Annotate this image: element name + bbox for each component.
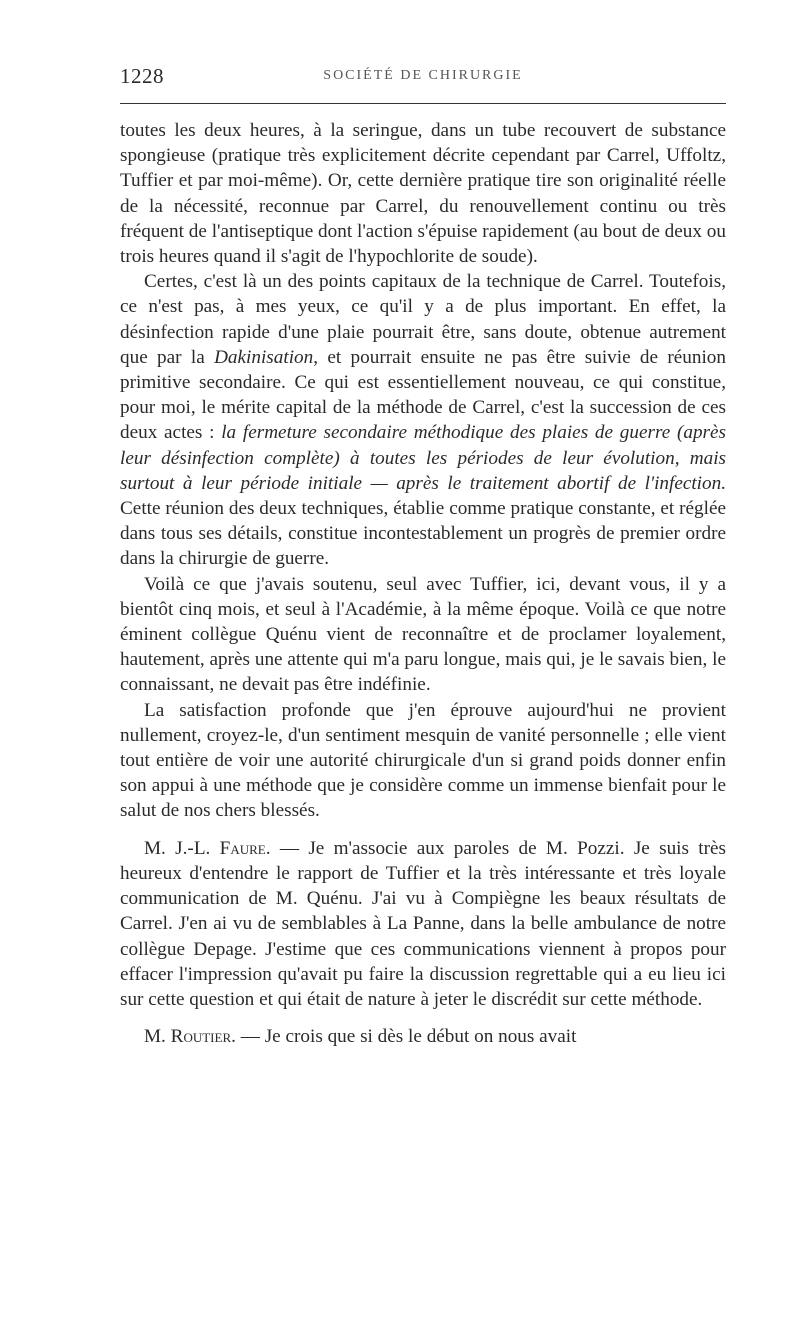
paragraph-2-part-a: Certes, c'est là un des points capitaux de la technique de Carrel. Toutefois, ce n'est pas, à mes yeux, ce qu'il y a de plus important. En effet, la désinfection rapide d'une plaie pourrait être, sans doute, obtenue autrement que par la bbox=[120, 271, 726, 368]
speaker-faure: M. J.-L. Faure. bbox=[144, 837, 271, 859]
paragraph-1: toutes les deux heures, à la seringue, dans un tube recouvert de substance spongieuse (pratique très explicitement décrite cependant par Carrel, Uffoltz, Tuffier et par moi-même). Or, cette dernière pratique tire son originalité réelle de la nécessité, reconnue par Carrel, du renouvellement continu ou très fréquent de l'antiseptique dont l'action s'épuise rapidement (au bout de deux ou trois heures quand il s'agit de l'hypochlorite de soude). bbox=[120, 120, 726, 268]
paragraph-2-part-b: , et pourrait ensuite ne pas être suivie de réunion primitive secondaire. Ce qui est essentiellement nouveau, ce qui constitue, pour moi, le mérite capital de la méthode de Carrel, c'est la succession de ces deux actes : bbox=[120, 346, 726, 444]
dakinisation-term: Dakinisation bbox=[214, 346, 314, 368]
paragraph-faure bbox=[120, 836, 726, 1012]
paragraph-2-part-c: Cette réunion des deux techniques, établie comme pratique constante, et réglée dans tous ses détails, constitue incontestablement un progrès de premier ordre dans la chirurgie de guerre. bbox=[120, 498, 726, 570]
paragraph-3: Voilà ce que j'avais soutenu, seul avec Tuffier, ici, devant vous, il y a bientôt cinq mois, et seul à l'Académie, à la même époque. Voilà ce que notre éminent collègue Quénu vient de reconnaître et de proclamer loyalement, hautement, après une attente qui m'a paru longue, mais qui, je le savais bien, le connaissant, ne devait pas être indéfinie. bbox=[120, 573, 726, 696]
paragraph-routier bbox=[120, 1024, 726, 1049]
page-header bbox=[120, 64, 726, 94]
speaker-routier: M. Routier. bbox=[144, 1026, 236, 1048]
faure-text: — Je m'associe aux paroles de M. Pozzi. Je suis très heureux d'entendre le rapport de Tuffier et la très intéressante et très loyale communication de M. Quénu. J'ai vu à Compiègne les beaux résultats de Carrel. J'en ai vu de semblables à La Panne, dans la belle ambulance de notre collègue Depage. J'estime que ces communications viennent à propos pour effacer l'impression qu'avait pu faire la discussion regrettable qui a eu lieu ici sur cette question et qui était de nature à jeter le discrédit sur cette méthode. bbox=[120, 837, 726, 1010]
running-title: SOCIÉTÉ DE CHIRURGIE bbox=[323, 68, 523, 83]
paragraph-2-italic: la fermeture secondaire méthodique des plaies de guerre (après leur désinfection complète) à toutes les périodes de leur évolution, mais surtout à leur période initiale — après le traitement abortif de l'infection. bbox=[120, 422, 726, 494]
paragraph-2 bbox=[120, 269, 726, 571]
paragraph-4: La satisfaction profonde que j'en éprouve aujourd'hui ne provient nullement, croyez-le, d'un sentiment mesquin de vanité personnelle ; elle vient tout entière de voir une autorité chirurgicale d'un si grand poids donner enfin son appui à une méthode que je considère comme un immense bienfait pour le salut de nos chers blessés. bbox=[120, 699, 726, 822]
routier-text: — Je crois que si dès le début on nous avait bbox=[235, 1026, 577, 1048]
page-number: 1228 bbox=[120, 64, 164, 88]
body-text bbox=[120, 118, 726, 1049]
header-rule bbox=[120, 103, 726, 104]
